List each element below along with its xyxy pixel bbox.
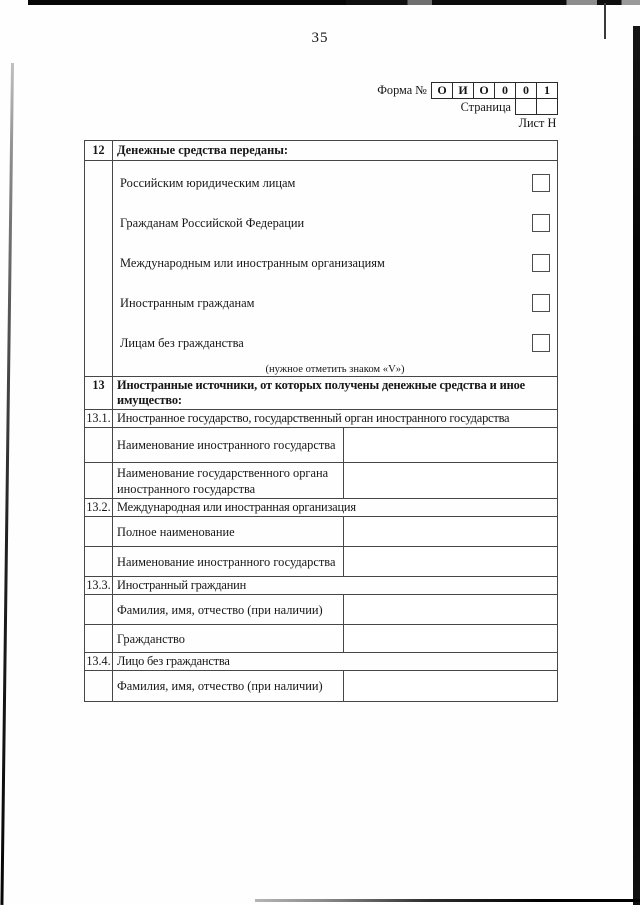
field-label-cell: Фамилия, имя, отчество (при наличии) <box>113 671 344 702</box>
checkbox-international-organizations[interactable] <box>532 254 550 272</box>
scan-edge-right <box>633 26 640 905</box>
field-row <box>85 547 558 577</box>
field-label-cell: Наименование иностранного государства <box>113 428 344 463</box>
row-12-items <box>85 161 558 377</box>
field-row <box>85 625 558 653</box>
field-value-cell[interactable] <box>344 547 558 577</box>
form-number-row <box>377 82 558 99</box>
form-code-boxes <box>432 82 558 99</box>
form-code-box: О <box>431 82 453 99</box>
option-label: Иностранным гражданам <box>120 295 255 310</box>
section-12-title: Денежные средства переданы: <box>113 141 558 161</box>
field-value-cell[interactable] <box>344 595 558 625</box>
form-code-box: О <box>473 82 495 99</box>
subsection-13-3-title: Иностранный гражданин <box>113 577 558 595</box>
form-table <box>84 140 558 702</box>
row-number-12: 12 <box>85 141 113 161</box>
subsection-13-4-title: Лицо без гражданства <box>113 653 558 671</box>
transfer-option-row <box>113 243 557 283</box>
option-label: Российским юридическим лицам <box>120 175 296 190</box>
scan-edge-top <box>28 0 640 5</box>
transfer-option-row <box>113 283 557 323</box>
field-row <box>85 428 558 463</box>
field-value-cell[interactable] <box>344 517 558 547</box>
checkbox-foreign-citizens[interactable] <box>532 294 550 312</box>
row-13-1-header <box>85 410 558 428</box>
form-code-box: 0 <box>515 82 537 99</box>
page-number: 35 <box>311 30 329 46</box>
section-12-items-cell <box>113 161 558 377</box>
row-number-13-4: 13.4. <box>85 653 113 671</box>
scan-edge-bottom <box>255 899 640 902</box>
row-13-header <box>85 377 558 410</box>
form-code-box: И <box>452 82 474 99</box>
scan-edge-left <box>0 63 13 905</box>
row-number-13-3: 13.3. <box>85 577 113 595</box>
transfer-option-row <box>113 163 557 203</box>
field-row <box>85 595 558 625</box>
subsection-13-2-title: Международная или иностранная организация <box>113 499 558 517</box>
checkbox-russian-citizens[interactable] <box>532 214 550 232</box>
row-number-13-2: 13.2. <box>85 499 113 517</box>
row-number-empty <box>85 595 113 625</box>
subsection-13-1-title: Иностранное государство, государственный орган иностранного государства <box>113 410 558 428</box>
field-row <box>85 463 558 499</box>
option-label: Гражданам Российской Федерации <box>120 215 305 230</box>
field-value-cell[interactable] <box>344 428 558 463</box>
option-label: Лицам без гражданства <box>120 335 244 350</box>
row-number-empty <box>85 161 113 377</box>
sheet-label: Лист Н <box>518 116 557 130</box>
page-number-boxes <box>516 99 558 115</box>
field-label-cell: Фамилия, имя, отчество (при наличии) <box>113 595 344 625</box>
page-label: Страница <box>460 99 511 114</box>
field-label-cell: Гражданство <box>113 625 344 653</box>
row-13-3-header <box>85 577 558 595</box>
transfer-option-row <box>113 203 557 243</box>
field-value-cell[interactable] <box>344 463 558 499</box>
form-number-label: Форма № <box>377 83 427 97</box>
row-number-empty <box>85 428 113 463</box>
field-value-cell[interactable] <box>344 671 558 702</box>
checkbox-russian-legal-entities[interactable] <box>532 174 550 192</box>
row-number-13: 13 <box>85 377 113 410</box>
page-number-row <box>377 99 558 115</box>
field-row <box>85 671 558 702</box>
transfer-options <box>113 161 557 376</box>
field-label-cell: Наименование иностранного государства <box>113 547 344 577</box>
mark-note: (нужное отметить знаком «V») <box>265 364 405 375</box>
checkbox-stateless-persons[interactable] <box>532 334 550 352</box>
row-number-empty <box>85 463 113 499</box>
page-number-box[interactable] <box>536 98 558 115</box>
row-number-13-1: 13.1. <box>85 410 113 428</box>
row-12-header <box>85 141 558 161</box>
field-label-cell: Полное наименование <box>113 517 344 547</box>
field-label-cell: Наименование государственного органа иностранного государства <box>113 463 344 499</box>
row-number-empty <box>85 625 113 653</box>
page-number-box[interactable] <box>515 98 537 115</box>
transfer-option-row <box>113 323 557 363</box>
form-code-box: 1 <box>536 82 558 99</box>
field-row <box>85 517 558 547</box>
row-number-empty <box>85 517 113 547</box>
row-13-4-header <box>85 653 558 671</box>
section-13-title: Иностранные источники, от которых получены денежные средства и иное имущество: <box>113 377 558 410</box>
form-code-block <box>377 82 558 131</box>
form-code-box: 0 <box>494 82 516 99</box>
row-13-2-header <box>85 499 558 517</box>
row-number-empty <box>85 547 113 577</box>
row-number-empty <box>85 671 113 702</box>
field-value-cell[interactable] <box>344 625 558 653</box>
option-label: Международным или иностранным организациям <box>120 255 385 270</box>
